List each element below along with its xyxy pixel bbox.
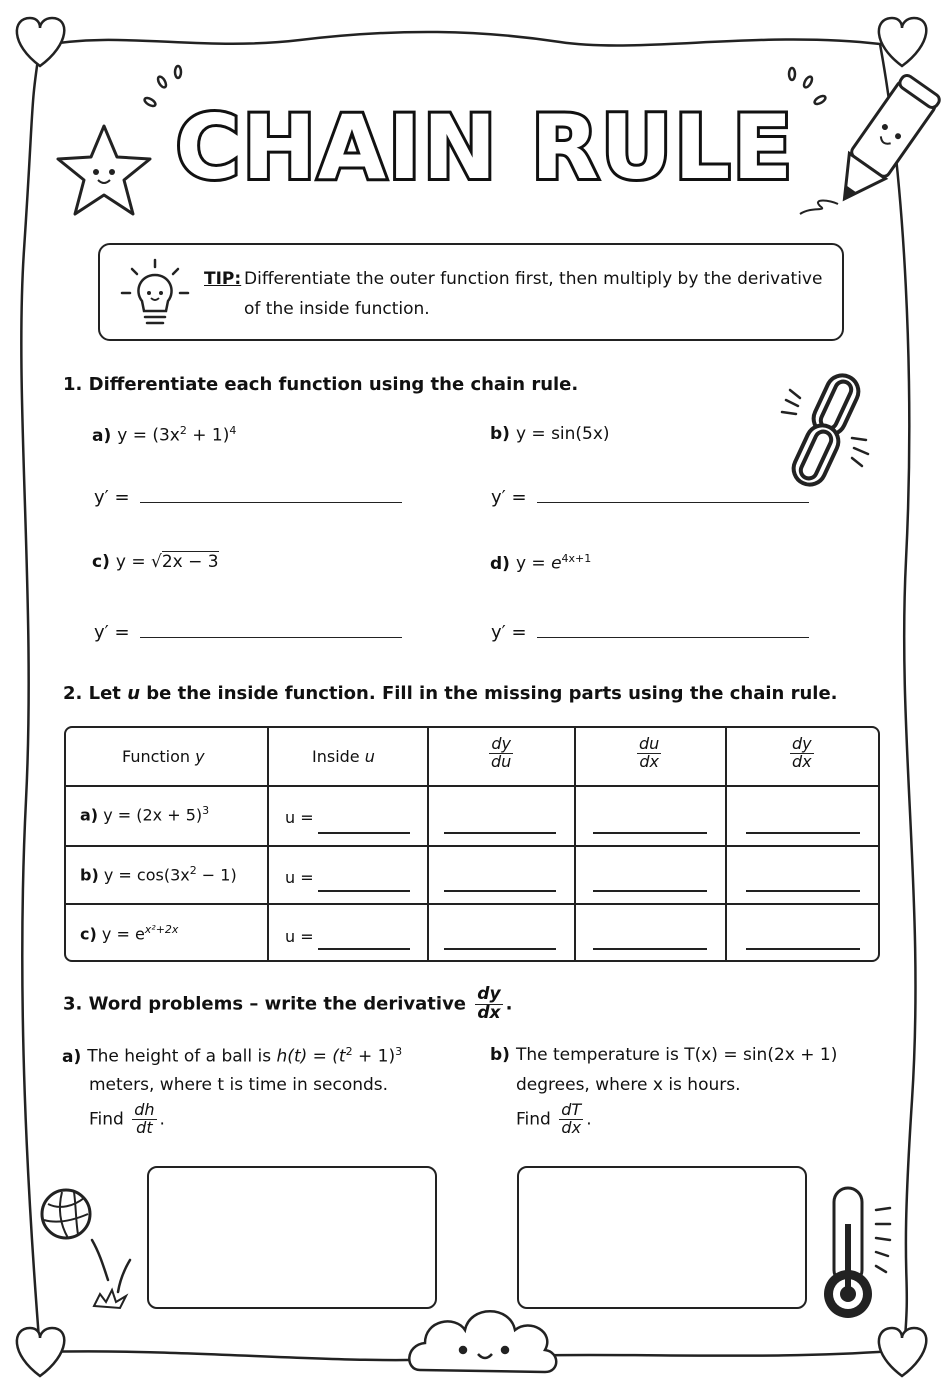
cloud-icon (409, 1311, 556, 1372)
word-problem-b-line-1: b) The temperature is T(x) = sin(2x + 1) (490, 1045, 838, 1065)
tip-text-line-1: Differentiate the outer function first, then multiply by the derivative (244, 269, 823, 289)
section-3-heading: 3. Word problems – write the derivative $\frac{dy}{dx}$ . (63, 984, 513, 1023)
chain-link-icon (774, 368, 884, 498)
table-row-b-function: b) $y = \cos(3x^2 - 1)$ (80, 864, 237, 885)
table-row-a-u-label: u = (285, 808, 314, 827)
heart-icon-bottom-left (17, 1328, 64, 1376)
problem-label: c) (92, 552, 110, 572)
section-2-heading: 2. Let u be the inside function. Fill in the missing parts using the chain rule. (63, 683, 838, 704)
table-row-c-u-blank[interactable] (318, 948, 410, 950)
problem-label: b) (490, 424, 510, 444)
page-title: CHAIN RULE (175, 96, 795, 199)
answer-1d[interactable]: y′ = (491, 622, 809, 643)
column-header-inside: Inside u (312, 747, 375, 766)
table-row-b-dydu-blank[interactable] (444, 890, 556, 892)
section-1-heading: 1. Differentiate each function using the chain rule. (63, 374, 579, 395)
answer-box-b[interactable] (517, 1166, 807, 1309)
heart-icon-bottom-right (879, 1328, 926, 1376)
table-row-c-u-label: u = (285, 927, 314, 946)
table-row-a-function: a) $y = (2x + 5)^3$ (80, 804, 210, 825)
table-row-b-dydx-blank[interactable] (746, 890, 860, 892)
column-header-dy-du: $\frac{dy}{du}$ (491, 734, 512, 771)
column-header-du-dx: $\frac{du}{dx}$ (639, 734, 660, 771)
tip-text-line-2: of the inside function. (244, 299, 430, 319)
word-problem-a-line-2: meters, where t is time in seconds. (89, 1075, 389, 1095)
problem-1b: b) y = sin(5x) (490, 424, 610, 444)
word-problem-b-line-2: degrees, where x is hours. (516, 1075, 741, 1095)
thermometer-icon (812, 1184, 902, 1324)
table-row-a-u-blank[interactable] (318, 832, 410, 834)
column-header-dy-dx: $\frac{dy}{dx}$ (792, 734, 812, 771)
table-row-c-function: c) $y = e^{x^2+2x}$ (80, 923, 179, 944)
problem-1d: d) $y = e^{4x+1}$ (490, 552, 592, 574)
table-row-c-dydx-blank[interactable] (746, 948, 860, 950)
ball-icon (34, 1184, 144, 1314)
table-row-b-u-blank[interactable] (318, 890, 410, 892)
table-row-c-dydu-blank[interactable] (444, 948, 556, 950)
table-row-b-dudx-blank[interactable] (593, 890, 707, 892)
star-icon (58, 126, 150, 214)
tip-box (98, 243, 844, 341)
answer-1c[interactable]: y′ = (94, 622, 402, 643)
table-row-a-dydx-blank[interactable] (746, 832, 860, 834)
table-row-b-u-label: u = (285, 868, 314, 887)
answer-box-a[interactable] (147, 1166, 437, 1309)
table-row-c-dudx-blank[interactable] (593, 948, 707, 950)
problem-1c: c) y = √2x − 3 (92, 552, 219, 572)
column-header-function: Function y (122, 747, 205, 766)
answer-1a[interactable]: y′ = (94, 487, 402, 508)
table-row-a-dydu-blank[interactable] (444, 832, 556, 834)
word-problem-a-find: Find $\frac{dh}{dt}$ . (89, 1100, 165, 1137)
chain-rule-table (64, 726, 880, 962)
table-row-a-dudx-blank[interactable] (593, 832, 707, 834)
word-problem-b-find: Find $\frac{dT}{dx}$ . (516, 1100, 592, 1137)
problem-1a: a) $y = (3x^2 + 1)^4$ (92, 424, 237, 446)
lightbulb-icon (120, 257, 190, 329)
pencil-icon (826, 73, 941, 211)
problem-label: d) (490, 553, 510, 574)
word-problem-a-line-1: a) The height of a ball is $h(t) = (t^2 + 1)^3$ (62, 1045, 403, 1067)
answer-1b[interactable]: y′ = (491, 487, 809, 508)
title-art (0, 0, 944, 240)
problem-label: a) (92, 425, 112, 446)
tip-label: TIP: (204, 269, 242, 289)
